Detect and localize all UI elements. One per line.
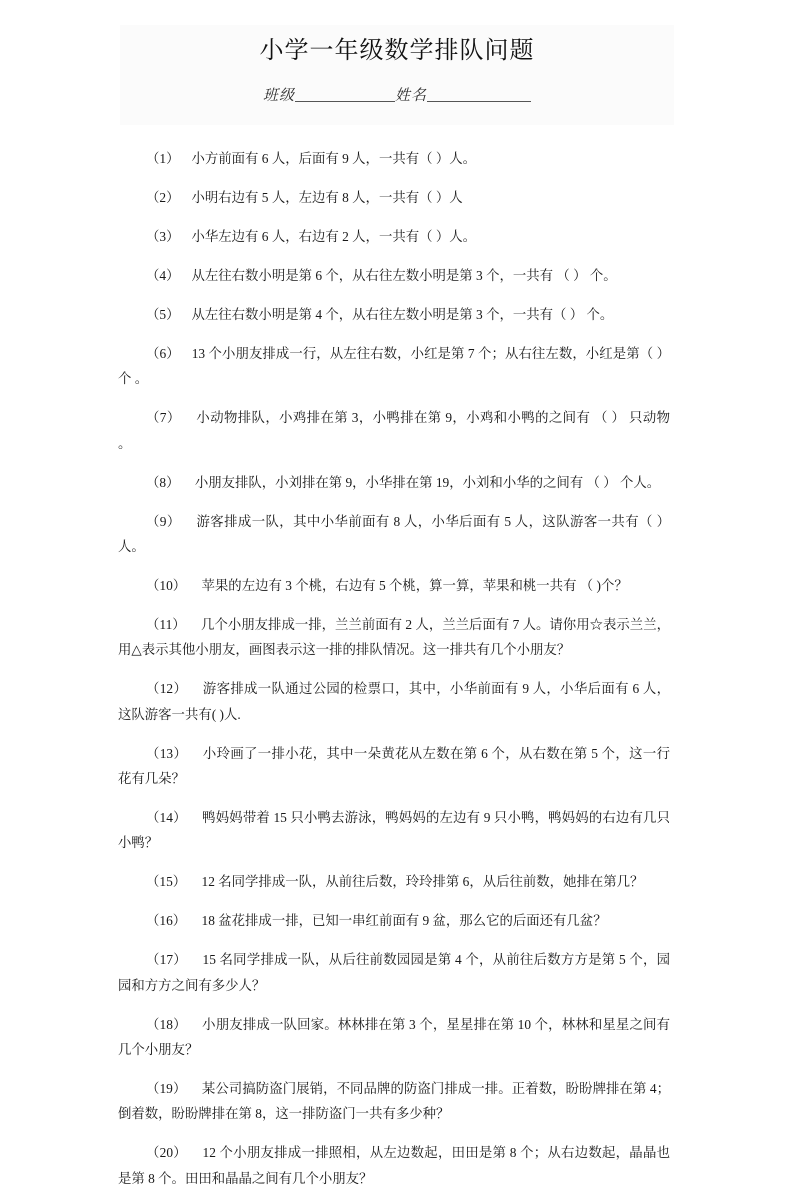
question-text: 小朋友排队，小刘排在第 9，小华排在第 19，小刘和小华的之间有 （ ） 个人。 xyxy=(191,474,661,490)
question-item xyxy=(118,405,670,456)
question-number: （19） xyxy=(146,1080,187,1096)
question-text: 几个小朋友排成一排，兰兰前面有 2 人，兰兰后面有 7 人。请你用☆表示兰兰，用△表示其他小朋友，画图表示这一排的排队情况。这一排共有几个小朋友？ xyxy=(118,616,670,658)
question-number: （8） xyxy=(146,474,180,490)
question-text: 13 个小朋友排成一行，从左往右数，小红是第 7 个；从右往左数，小红是第（ ）个 。 xyxy=(118,345,670,387)
question-number: （1） xyxy=(146,151,180,167)
question-text: 游客排成一队通过公园的检票口，其中，小华前面有 9 人，小华后面有 6 人，这队游客一共有( )人. xyxy=(118,681,670,722)
question-number: （6） xyxy=(146,345,180,361)
question-item xyxy=(118,224,670,250)
question-text: 小玲画了一排小花，其中一朵黄花从左数在第 6 个，从右数在第 5 个，这一行花有几朵？ xyxy=(118,745,670,787)
question-item xyxy=(118,146,670,172)
question-number: （10） xyxy=(146,577,187,593)
question-item xyxy=(118,805,670,856)
question-text: 鸭妈妈带着 15 只小鸭去游泳，鸭妈妈的左边有 9 只小鸭，鸭妈妈的右边有几只小鸭？ xyxy=(118,809,670,851)
question-number: （20） xyxy=(146,1145,187,1161)
question-text: 苹果的左边有 3 个桃，右边有 5 个桃，算一算，苹果和桃一共有 （ )个？ xyxy=(198,577,628,593)
name-label: 姓名 xyxy=(395,86,428,104)
question-item xyxy=(118,573,670,599)
question-number: （5） xyxy=(146,306,180,322)
question-text: 12 名同学排成一队，从前往后数，玲玲排第 6，从后往前数，她排在第几？ xyxy=(198,874,644,890)
question-text: 从左往右数小明是第 4 个，从右往左数小明是第 3 个，一共有（ ） 个。 xyxy=(191,306,614,322)
question-text: 小动物排队，小鸡排在第 3，小鸭排在第 9，小鸡和小鸭的之间有 （ ） 只动物 。 xyxy=(118,410,670,451)
question-number: （3） xyxy=(146,229,180,245)
question-text: 游客排成一队，其中小华前面有 8 人，小华后面有 5 人，这队游客一共有（ ）人。 xyxy=(118,513,670,555)
question-item xyxy=(118,676,670,727)
class-input-rule[interactable] xyxy=(295,101,395,102)
question-item xyxy=(118,470,670,496)
question-number: （9） xyxy=(146,513,181,529)
question-item xyxy=(118,263,670,289)
question-number: （13） xyxy=(146,745,188,761)
class-label: 班级 xyxy=(262,86,295,104)
question-item xyxy=(118,509,670,560)
question-number: （18） xyxy=(146,1016,187,1032)
question-item xyxy=(118,341,670,392)
question-item xyxy=(118,1140,670,1191)
question-number: （11） xyxy=(146,616,186,632)
question-number: （15） xyxy=(146,874,187,890)
name-input-rule[interactable] xyxy=(427,101,531,102)
question-text: 从左往右数小明是第 6 个，从右往左数小明是第 3 个，一共有 （ ） 个。 xyxy=(191,268,617,284)
question-item xyxy=(118,741,670,792)
question-text: 小明右边有 5 人，左边有 8 人，一共有（ ）人 xyxy=(191,190,463,206)
questions-list xyxy=(118,133,670,1191)
question-number: （7） xyxy=(146,410,181,426)
question-item xyxy=(118,612,670,663)
question-item xyxy=(118,947,670,998)
question-number: （4） xyxy=(146,268,180,284)
question-text: 18 盆花排成一排，已知一串红前面有 9 盆，那么它的后面还有几盆？ xyxy=(198,913,607,929)
question-item xyxy=(118,869,670,895)
question-text: 小朋友排成一队回家。林林排在第 3 个，星星排在第 10 个，林林和星星之间有几个小朋友？ xyxy=(118,1016,670,1058)
question-item xyxy=(118,185,670,211)
page-title: 小学一年级数学排队问题 xyxy=(259,38,535,64)
question-item xyxy=(118,1076,670,1127)
question-text: 小华左边有 6 人，右边有 2 人，一共有（ ）人。 xyxy=(191,229,477,245)
question-text: 15 名同学排成一队，从后往前数园园是第 4 个，从前往后数方方是第 5 个，园园和方方之间有多少人？ xyxy=(118,952,670,993)
question-item xyxy=(118,908,670,934)
question-item xyxy=(118,302,670,328)
question-item xyxy=(118,1012,670,1063)
question-text: 12 个小朋友排成一排照相，从左边数起，田田是第 8 个；从右边数起，晶晶也是第 8 个。田田和晶晶之间有几个小朋友？ xyxy=(118,1145,670,1186)
question-number: （16） xyxy=(146,913,187,929)
question-number: （12） xyxy=(146,681,188,697)
question-number: （2） xyxy=(146,190,180,206)
question-text: 某公司搞防盗门展销，不同品牌的防盗门排成一排。正着数，盼盼牌排在第 4；倒着数，盼盼牌排在第 8，这一排防盗门一共有多少种？ xyxy=(118,1080,670,1122)
student-info-line xyxy=(120,84,674,106)
question-number: （14） xyxy=(146,809,187,825)
question-text: 小方前面有 6 人，后面有 9 人，一共有（ ）人。 xyxy=(191,151,477,167)
question-number: （17） xyxy=(146,952,187,968)
